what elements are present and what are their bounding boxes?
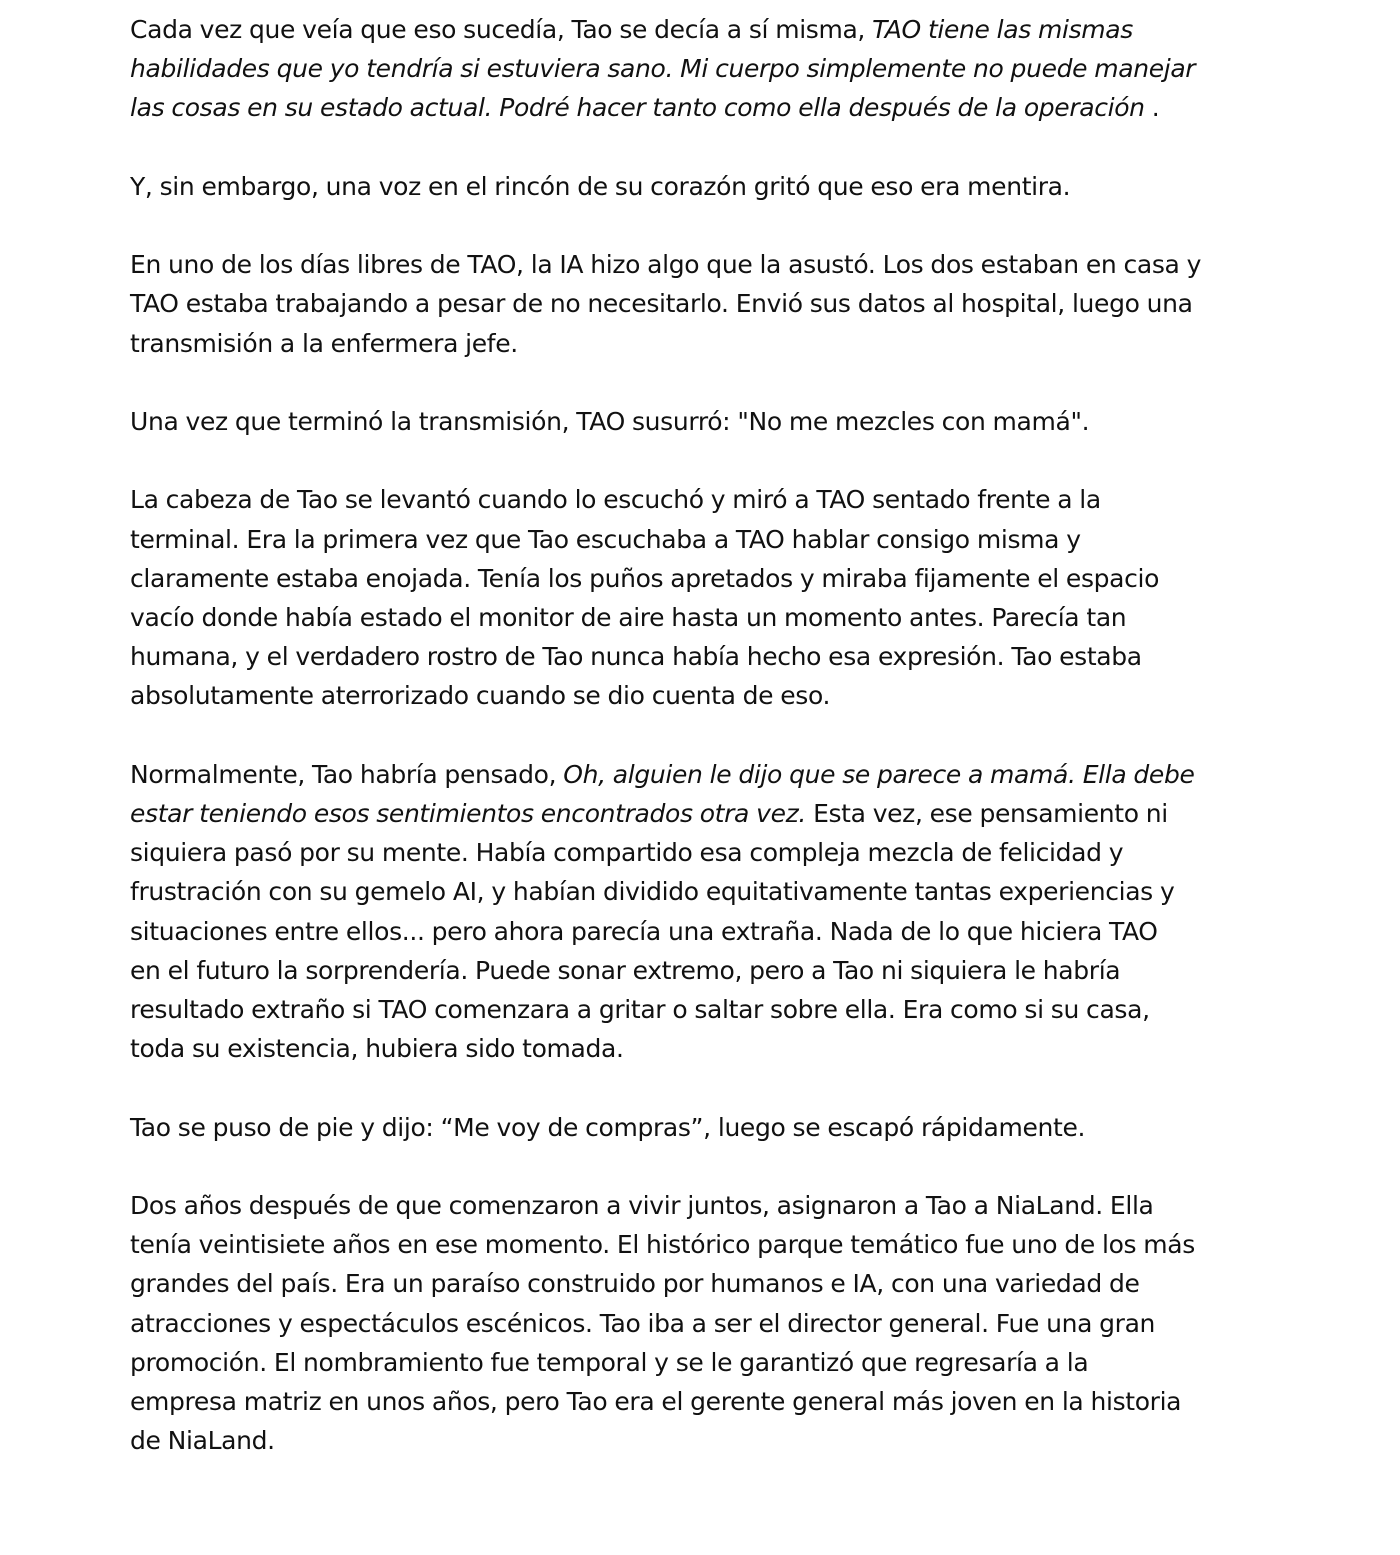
body-text: en el futuro la sorprendería. Puede sonar extremo, pero a Tao ni siquiera le habría — [130, 955, 1121, 985]
body-text: absolutamente aterrorizado cuando se dio cuenta de eso. — [130, 681, 831, 711]
paragraph — [130, 480, 1280, 715]
body-text: promoción. El nombramiento fue temporal y se le garantizó que regresaría a la — [130, 1347, 1089, 1377]
body-text: tenía veintisiete años en ese momento. El histórico parque temático fue uno de los más — [130, 1230, 1195, 1260]
paragraph — [130, 167, 1280, 206]
text-line — [130, 833, 1280, 872]
text-line — [130, 49, 1280, 88]
italic-text: habilidades que yo tendría si estuviera sano. Mi cuerpo simplemente no puede manejar — [130, 54, 1196, 84]
text-line — [130, 1264, 1280, 1303]
body-text: Una vez que terminó la transmisión, TAO susurró: "No me mezcles con mamá". — [130, 406, 1090, 436]
body-text: vacío donde había estado el monitor de aire hasta un momento antes. Parecía tan — [130, 602, 1127, 632]
body-text: Cada vez que veía que eso sucedía, Tao se decía a sí misma, — [130, 15, 873, 44]
text-line — [130, 951, 1280, 990]
text-line — [130, 10, 1280, 49]
body-text: resultado extraño si TAO comenzara a gritar o saltar sobre ella. Era como si su casa, — [130, 995, 1150, 1024]
text-line — [130, 1225, 1280, 1264]
italic-text: TAO tiene las mismas — [872, 15, 1133, 44]
body-text: siquiera pasó por su mente. Había compartido esa compleja mezcla de felicidad y — [130, 838, 1124, 868]
text-line — [130, 520, 1280, 559]
body-text: En uno de los días libres de TAO, la IA hizo algo que la asustó. Los dos estaban en casa y — [130, 250, 1202, 280]
text-line — [130, 1343, 1280, 1382]
body-text: empresa matriz en unos años, pero Tao era el gerente general más joven en la historia — [130, 1387, 1182, 1416]
body-text: de NiaLand. — [130, 1426, 275, 1456]
text-line — [130, 1186, 1280, 1225]
body-text: terminal. Era la primera vez que Tao escuchaba a TAO hablar consigo misma y — [130, 524, 1081, 554]
paragraph — [130, 1108, 1280, 1147]
body-text: toda su existencia, hubiera sido tomada. — [130, 1034, 624, 1064]
text-line — [130, 637, 1280, 676]
body-text: Dos años después de que comenzaron a vivir juntos, asignaron a Tao a NiaLand. Ella — [130, 1190, 1154, 1220]
document-page — [130, 10, 1280, 1460]
body-text: claramente estaba enojada. Tenía los puños apretados y miraba fijamente el espacio — [130, 563, 1160, 593]
body-text: frustración con su gemelo AI, y habían dividido equitativamente tantas experiencias y — [130, 877, 1175, 907]
text-line — [130, 480, 1280, 519]
text-line — [130, 912, 1280, 951]
paragraph — [130, 402, 1280, 441]
text-line — [130, 990, 1280, 1029]
text-line — [130, 1304, 1280, 1343]
body-text: TAO estaba trabajando a pesar de no necesitarlo. Envió sus datos al hospital, luego una — [130, 289, 1193, 319]
body-text: situaciones entre ellos... pero ahora parecía una extraña. Nada de lo que hiciera TAO — [130, 916, 1158, 946]
text-line — [130, 1108, 1280, 1147]
text-line — [130, 598, 1280, 637]
text-line — [130, 1382, 1280, 1421]
italic-text: las cosas en su estado actual. Podré hacer tanto como ella después de la operación — [130, 93, 1145, 123]
body-text: Esta vez, ese pensamiento ni — [805, 798, 1168, 828]
text-line — [130, 245, 1280, 284]
paragraph — [130, 1186, 1280, 1460]
body-text: atracciones y espectáculos escénicos. Tao iba a ser el director general. Fue una gran — [130, 1308, 1156, 1338]
body-text: . — [1144, 93, 1160, 123]
paragraph — [130, 10, 1280, 128]
body-text: Normalmente, Tao habría pensado, — [130, 759, 564, 789]
text-line — [130, 284, 1280, 323]
text-line — [130, 324, 1280, 363]
body-text: Y, sin embargo, una voz en el rincón de su corazón gritó que eso era mentira. — [130, 171, 1071, 201]
body-text: transmisión a la enfermera jefe. — [130, 328, 518, 358]
italic-text: Oh, alguien le dijo que se parece a mamá. Ella debe — [563, 759, 1195, 789]
body-text: humana, y el verdadero rostro de Tao nunca había hecho esa expresión. Tao estaba — [130, 642, 1142, 672]
text-line — [130, 402, 1280, 441]
text-line — [130, 676, 1280, 715]
paragraph — [130, 755, 1280, 1069]
text-line — [130, 755, 1280, 794]
paragraph — [130, 245, 1280, 363]
text-line — [130, 167, 1280, 206]
text-line — [130, 1029, 1280, 1068]
text-line — [130, 872, 1280, 911]
italic-text: estar teniendo esos sentimientos encontrados otra vez. — [130, 798, 806, 828]
text-line — [130, 1421, 1280, 1460]
body-text: grandes del país. Era un paraíso construido por humanos e IA, con una variedad de — [130, 1269, 1140, 1299]
text-line — [130, 88, 1280, 127]
text-line — [130, 794, 1280, 833]
body-text: La cabeza de Tao se levantó cuando lo escuchó y miró a TAO sentado frente a la — [130, 485, 1101, 515]
text-line — [130, 559, 1280, 598]
body-text: Tao se puso de pie y dijo: “Me voy de compras”, luego se escapó rápidamente. — [130, 1112, 1086, 1142]
